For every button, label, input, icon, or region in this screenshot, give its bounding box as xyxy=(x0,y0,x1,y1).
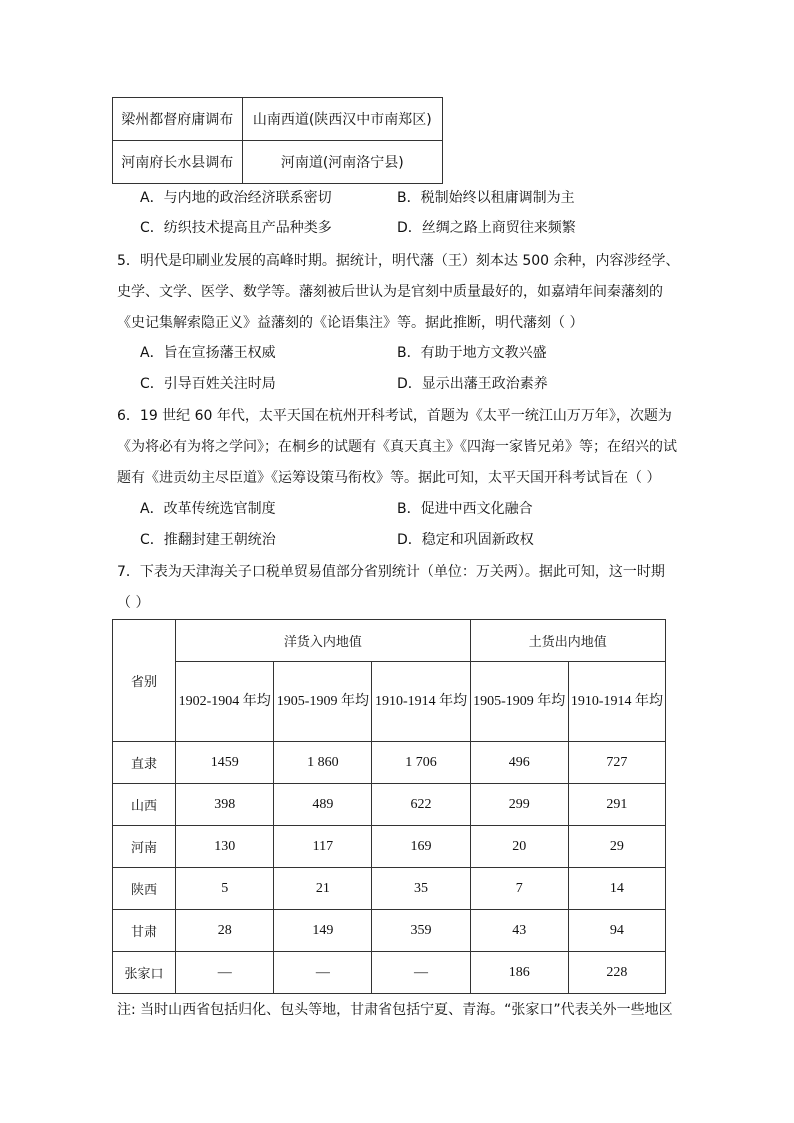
value-cell: 21 xyxy=(274,868,372,910)
value-cell: 35 xyxy=(372,868,470,910)
province-cell: 直隶 xyxy=(113,742,176,784)
year-header: 1905-1909 年均 xyxy=(470,662,568,742)
q5-option-d: D．显示出藩王政治素养 xyxy=(397,376,548,392)
value-cell: 14 xyxy=(568,868,665,910)
table-row xyxy=(113,784,666,826)
year-header: 1902-1904 年均 xyxy=(176,662,274,742)
value-cell: 291 xyxy=(568,784,665,826)
value-cell: 1459 xyxy=(176,742,274,784)
year-header: 1905-1909 年均 xyxy=(274,662,372,742)
value-cell: — xyxy=(372,952,470,994)
value-cell: 94 xyxy=(568,910,665,952)
value-cell: 29 xyxy=(568,826,665,868)
province-cell: 河南 xyxy=(113,826,176,868)
value-cell: 1 860 xyxy=(274,742,372,784)
value-cell: 398 xyxy=(176,784,274,826)
value-cell: — xyxy=(274,952,372,994)
value-cell: 28 xyxy=(176,910,274,952)
value-cell: 43 xyxy=(470,910,568,952)
value-cell: 117 xyxy=(274,826,372,868)
value-cell: 20 xyxy=(470,826,568,868)
value-cell: 622 xyxy=(372,784,470,826)
province-cell: 甘肃 xyxy=(113,910,176,952)
table-header-row xyxy=(113,662,666,742)
year-header: 1910-1914 年均 xyxy=(568,662,665,742)
table-row xyxy=(113,952,666,994)
q4-option-c: C．纺织技术提高且产品种类多 xyxy=(140,220,332,236)
q6-option-c: C．推翻封建王朝统治 xyxy=(140,532,276,548)
value-cell: 149 xyxy=(274,910,372,952)
table-cell: 河南道(河南洛宁县) xyxy=(242,141,442,184)
q5-option-c: C．引导百姓关注时局 xyxy=(140,376,276,392)
value-cell: 489 xyxy=(274,784,372,826)
table-row xyxy=(113,141,443,184)
value-cell: 169 xyxy=(372,826,470,868)
table-silk-tax xyxy=(112,97,443,184)
value-cell: 228 xyxy=(568,952,665,994)
value-cell: — xyxy=(176,952,274,994)
value-cell: 727 xyxy=(568,742,665,784)
province-cell: 张家口 xyxy=(113,952,176,994)
value-cell: 130 xyxy=(176,826,274,868)
group-header-exports: 土货出内地值 xyxy=(470,620,665,662)
q6-option-b: B．促进中西文化融合 xyxy=(397,501,533,517)
q4-option-a: A．与内地的政治经济联系密切 xyxy=(140,190,332,206)
value-cell: 496 xyxy=(470,742,568,784)
table-row xyxy=(113,868,666,910)
q6-stem-line-3: 题有《进贡幼主尽臣道》《运筹设策马衔枚》等。据此可知，太平天国开科考试旨在（ ） xyxy=(117,470,661,486)
q5-option-a: A．旨在宣扬藩王权威 xyxy=(140,345,276,361)
table-customs-trade xyxy=(112,619,666,994)
table-row xyxy=(113,742,666,784)
table-row xyxy=(113,910,666,952)
value-cell: 1 706 xyxy=(372,742,470,784)
q6-option-d: D．稳定和巩固新政权 xyxy=(397,532,534,548)
q5-stem-line-2: 史学、文学、医学、数学等。藩刻被后世认为是官刻中质量最好的，如嘉靖年间秦藩刻的 xyxy=(117,284,663,300)
province-header: 省别 xyxy=(113,620,176,742)
table-row xyxy=(113,98,443,141)
value-cell: 5 xyxy=(176,868,274,910)
q6-option-a: A．改革传统选官制度 xyxy=(140,501,276,517)
province-cell: 山西 xyxy=(113,784,176,826)
table-cell: 山南西道(陕西汉中市南郑区) xyxy=(242,98,442,141)
province-cell: 陕西 xyxy=(113,868,176,910)
q7-stem-line-1: 7．下表为天津海关子口税单贸易值部分省别统计（单位：万关两）。据此可知，这一时期 xyxy=(117,564,665,580)
value-cell: 7 xyxy=(470,868,568,910)
value-cell: 359 xyxy=(372,910,470,952)
value-cell: 186 xyxy=(470,952,568,994)
q6-stem-line-2: 《为将必有为将之学问》；在桐乡的试题有《真天真主》《四海一家皆兄弟》等；在绍兴的试 xyxy=(117,439,677,455)
table-cell: 梁州都督府庸调布 xyxy=(113,98,243,141)
q7-stem-line-2: （ ） xyxy=(117,595,150,611)
table-header-row xyxy=(113,620,666,662)
group-header-imports: 洋货入内地值 xyxy=(176,620,471,662)
year-header: 1910-1914 年均 xyxy=(372,662,470,742)
table-footnote: 注: 当时山西省包括归化、包头等地，甘肃省包括宁夏、青海。“张家口”代表关外一些地区 xyxy=(117,1002,673,1018)
q5-stem-line-3: 《史记集解索隐正义》益藩刻的《论语集注》等。据此推断，明代藩刻（ ） xyxy=(117,315,584,331)
table-row xyxy=(113,826,666,868)
q6-stem-line-1: 6．19 世纪 60 年代，太平天国在杭州开科考试，首题为《太平一统江山万万年》，次题为 xyxy=(117,408,672,424)
q5-option-b: B．有助于地方文教兴盛 xyxy=(397,345,547,361)
value-cell: 299 xyxy=(470,784,568,826)
q5-stem-line-1: 5．明代是印刷业发展的高峰时期。据统计，明代藩（王）刻本达 500 余种，内容涉经学、 xyxy=(117,253,680,269)
q4-option-d: D．丝绸之路上商贸往来频繁 xyxy=(397,220,576,236)
q4-option-b: B．税制始终以租庸调制为主 xyxy=(397,190,575,206)
table-cell: 河南府长水县调布 xyxy=(113,141,243,184)
